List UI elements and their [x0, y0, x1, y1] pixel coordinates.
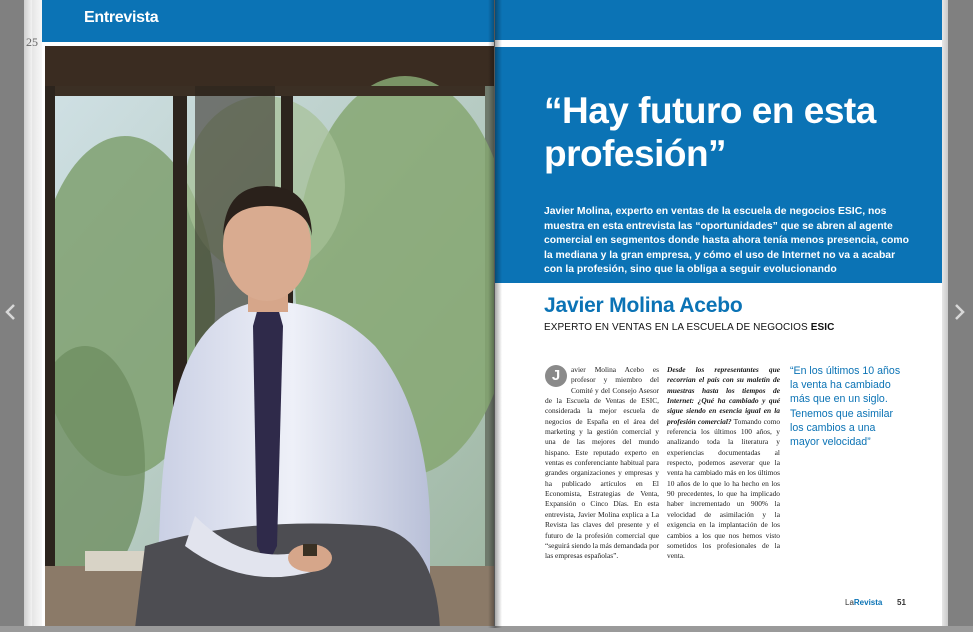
headline-block	[495, 47, 942, 283]
article-intro: Javier Molina, experto en ventas de la escuela de negocios ESIC, nos muestra en esta entrevista las “oportunidades” que se abren al agente comercial en segmentos donde hasta ahora tenía menos presencia, como la mediana y la gran empresa, y cómo el uso de Internet no va a acabar con la profesión, sino que la obliga a seguir evolucionando	[544, 206, 909, 275]
interview-question: Desde los representantes que recorrían el país con su maletín de muestras hasta los tiempos de Internet: ¿Qué ha cambiado y qué sigue siendo en esencia igual en la profesión comercial?	[667, 365, 780, 426]
article-column-1	[545, 365, 659, 562]
left-page-number: 25	[26, 35, 38, 49]
previous-page-button[interactable]	[4, 303, 16, 321]
brand-prefix: La	[845, 598, 854, 607]
right-page[interactable]	[495, 0, 942, 628]
interviewee-role-text: EXPERTO EN VENTAS EN LA ESCUELA DE NEGOCIOS	[544, 322, 811, 333]
right-page-number: 51	[897, 598, 906, 607]
column-1-text: avier Molina Acebo es profesor y miembro del Comité y del Consejo Asesor de la Escuela de Ventas de ESIC, considerada la mejor escuela de negocios de España en el área del marketing y la gestión comercial y una de las mejores del mundo hispano. Este reputado experto en ventas es conferenciante habitual para grandes organizaciones y empresas y ha publicado artículos en El Economista, Estrategias de Venta, Expansión o Cinco Días. En esta entrevista, Javier Molina explica a La Revista las claves del presente y el futuro de la profesión comercial que “seguirá siendo la más demandada por las empresas españolas”.	[545, 365, 659, 561]
viewer-bottom-band	[0, 626, 973, 632]
left-page[interactable]	[42, 0, 494, 628]
top-color-bar	[495, 0, 942, 40]
section-header-bar	[42, 0, 494, 42]
brand-name: Revista	[853, 598, 883, 607]
section-title: Entrevista	[84, 9, 159, 26]
page-spine	[488, 0, 502, 628]
article-headline: “Hay futuro en esta profesión”	[544, 90, 876, 174]
interviewee-name: Javier Molina Acebo	[544, 294, 743, 317]
interviewee-role	[544, 322, 834, 333]
page-stack-left	[24, 0, 32, 632]
pull-quote: “En los últimos 10 años la venta ha cambiado más que en un siglo. Tenemos que asimilar los cambios a una mayor velocidad”	[790, 365, 901, 449]
chevron-right-icon	[954, 303, 966, 321]
interviewee-organization: ESIC	[810, 322, 835, 333]
portrait-photo	[45, 46, 494, 628]
chevron-left-icon	[4, 303, 16, 321]
next-page-button[interactable]	[954, 303, 966, 321]
drop-cap: J	[545, 365, 567, 387]
interview-answer: Tomando como referencia los últimos 100 años, y analizando toda la literatura y experiencias documentadas al respecto, podemos aseverar que la venta ha cambiado más en los últimos 10 años de lo que lo ha hecho en los 90 precedentes, lo que ha implicado haber incrementado un 900% la velocidad de asimilación y la exigencia en la implantación de los cambios a los que nos hemos visto sometidos los profesionales de la venta.	[667, 416, 781, 561]
article-column-2	[667, 365, 780, 562]
page-stack-left-inner	[32, 0, 42, 632]
magazine-brand	[845, 598, 882, 607]
portrait-photo-graphic	[45, 46, 494, 628]
